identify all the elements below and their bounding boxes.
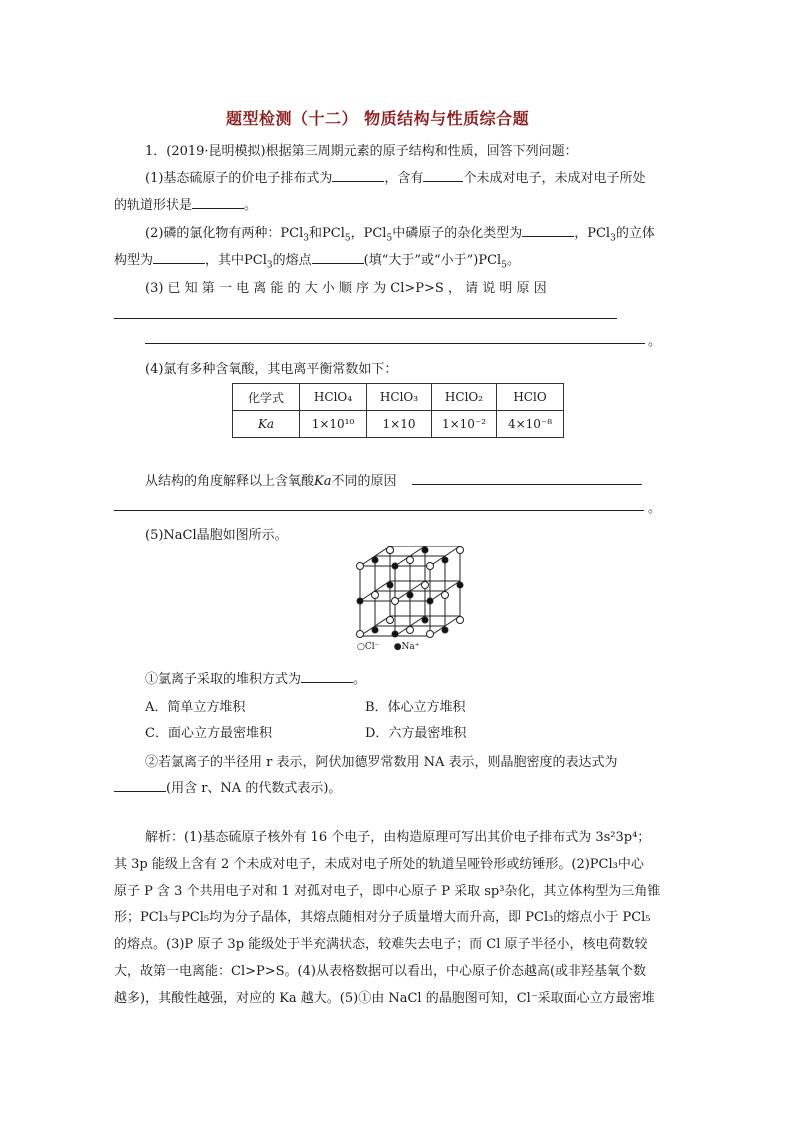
question-intro: 1．(2019·昆明模拟)根据第三周期元素的原子结构和性质，回答下列问题：: [145, 144, 578, 159]
answer-blank[interactable]: [153, 250, 205, 264]
q1-part1-line1: (1)基态硫原子的价电子排布式为 ，含有 个未成对电子，未成对电子所处: [145, 167, 645, 186]
table-cell: 1×10: [367, 411, 432, 438]
q1-part2-line2: 构型为 ，其中PCl$_3$的熔点 (填“大于”或“小于”)PCl$_5$。: [114, 249, 520, 271]
answer-line[interactable]: [412, 484, 642, 485]
solution-line: 越多)，其酸性越强，对应的 Ka 越大。(5)①由 NaCl 的晶胞图可知，Cl⁻采取面心立方最密堆: [114, 991, 655, 1006]
answer-blank[interactable]: [301, 669, 353, 683]
table-row-label: Ka: [233, 411, 300, 438]
answer-blank[interactable]: [114, 778, 166, 792]
q1-part3: (3) 已 知 第 一 电 离 能 的 大 小 顺 序 为 Cl>P>S ， 请 说 明 原 因: [145, 281, 547, 296]
table-header-cell: HClO₃: [367, 384, 432, 411]
answer-blank[interactable]: [423, 168, 463, 182]
diagram-legend: ○Cl⁻ ●Na⁺: [357, 642, 420, 652]
answer-blank[interactable]: [522, 223, 574, 237]
answer-line[interactable]: [114, 510, 644, 511]
q1-part5-sub1: ①氯离子采取的堆积方式为 。: [145, 668, 366, 687]
chloride-symbol-icon: ○: [357, 642, 365, 652]
sodium-symbol-icon: ●: [393, 642, 402, 652]
option-b[interactable]: B．体心立方堆积: [365, 700, 466, 715]
answer-blank[interactable]: [312, 250, 364, 264]
solution-line: 大，故第一电离能：Cl>P>S。(4)从表格数据可以看出，中心原子价态越高(或非羟基氧个数: [114, 964, 647, 979]
table-cell: 1×10¹⁰: [300, 411, 367, 438]
answer-blank[interactable]: [332, 168, 384, 182]
solution-line: 其 3p 能级上含有 2 个未成对电子，未成对电子所处的轨道呈哑铃形或纺锤形。(2)PCl₃中心: [114, 857, 644, 872]
nacl-crystal-diagram: [350, 546, 470, 638]
answer-blank[interactable]: [192, 195, 244, 209]
table-header-row: [233, 384, 564, 411]
answer-line[interactable]: [114, 318, 617, 319]
q1-part1-line2: 的轨道形状是 。: [114, 194, 257, 213]
q1-part5-sub2-line1: ②若氯离子的半径用 r 表示，阿伏加德罗常数用 NA 表示，则晶胞密度的表达式为: [145, 755, 618, 770]
table-row: [233, 411, 564, 438]
option-c[interactable]: C．面心立方最密堆积: [145, 726, 272, 741]
table-cell: 4×10⁻⁸: [497, 411, 564, 438]
option-d[interactable]: D．六方最密堆积: [365, 726, 467, 741]
solution-line: 原子 P 含 3 个共用电子对和 1 对孤对电子，即中心原子 P 采取 sp³杂化，其立体构型为三角锥: [114, 884, 661, 899]
q1-part2-line1: (2)磷的氯化物有两种：PCl$_3$和PCl$_5$，PCl$_5$中磷原子的杂化类型为 ，PCl$_3$的立体: [145, 222, 655, 244]
page-title: 题型检测（十二） 物质结构与性质综合题: [226, 109, 530, 128]
q1-part5: (5)NaCl晶胞如图所示。: [145, 528, 288, 543]
ka-table: [232, 383, 564, 438]
solution-line: 形；PCl₃与PCl₅均为分子晶体，其熔点随相对分子质量增大而升高，即 PCl₃的熔点小于 PCl₅: [114, 910, 651, 925]
q1-part4: (4)氯有多种含氧酸，其电离平衡常数如下：: [145, 362, 398, 377]
period: 。: [648, 501, 662, 516]
table-header-cell: 化学式: [233, 384, 300, 411]
solution-line: 解析：(1)基态硫原子核外有 16 个电子，由构造原理可写出其价电子排布式为 3s²3p⁴；: [145, 830, 651, 845]
table-cell: 1×10⁻²: [432, 411, 497, 438]
period: 。: [648, 334, 662, 349]
table-header-cell: HClO: [497, 384, 564, 411]
q1-part4-question: 从结构的角度解释以上含氧酸Ka不同的原因: [145, 474, 397, 489]
option-a[interactable]: A．简单立方堆积: [145, 700, 246, 715]
q1-part5-sub2-line2: (用含 r、NA 的代数式表示)。: [114, 777, 341, 796]
answer-line[interactable]: [145, 343, 645, 344]
table-header-cell: HClO₂: [432, 384, 497, 411]
table-header-cell: HClO₄: [300, 384, 367, 411]
solution-line: 的熔点。(3)P 原子 3p 能级处于半充满状态，较难失去电子；而 Cl 原子半径小，核电荷数较: [114, 937, 648, 952]
